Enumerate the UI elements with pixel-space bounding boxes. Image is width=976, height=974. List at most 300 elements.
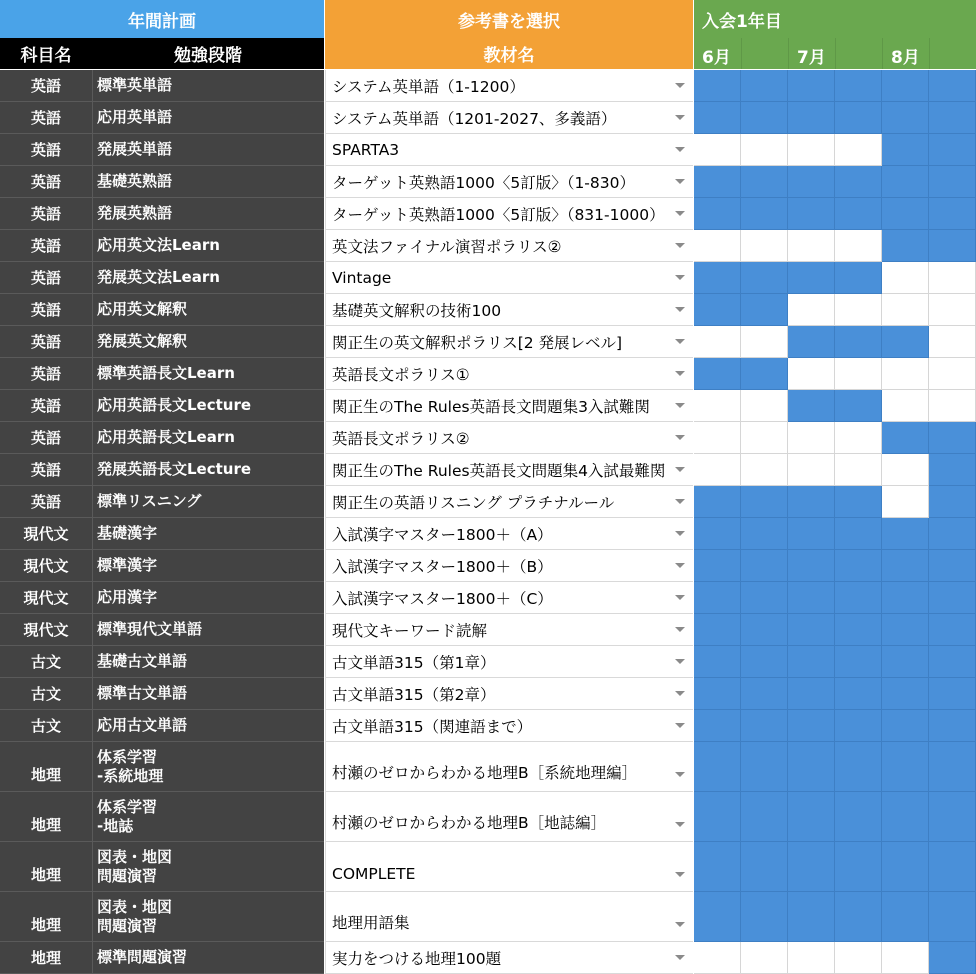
schedule-cell[interactable] bbox=[741, 422, 788, 454]
schedule-cell[interactable] bbox=[882, 294, 929, 326]
stage-cell: 標準英単語 bbox=[92, 70, 324, 102]
schedule-cell[interactable] bbox=[741, 198, 788, 230]
book-select-value: 古文単語315（第1章） bbox=[332, 653, 496, 672]
book-select-value: 関正生の英語リスニング プラチナルール bbox=[332, 493, 615, 512]
schedule-cell[interactable] bbox=[788, 134, 835, 166]
dropdown-caret-icon[interactable] bbox=[675, 179, 685, 184]
schedule-cell[interactable] bbox=[835, 166, 882, 198]
schedule-cell[interactable] bbox=[882, 742, 929, 792]
schedule-cell[interactable] bbox=[882, 550, 929, 582]
dropdown-caret-icon[interactable] bbox=[675, 211, 685, 216]
schedule-cell[interactable] bbox=[741, 892, 788, 942]
schedule-cell[interactable] bbox=[741, 230, 788, 262]
book-select[interactable] bbox=[325, 102, 693, 134]
schedule-cell[interactable] bbox=[835, 230, 882, 262]
schedule-cell[interactable] bbox=[882, 942, 929, 974]
schedule-cell[interactable] bbox=[882, 166, 929, 198]
schedule-cell[interactable] bbox=[882, 198, 929, 230]
dropdown-caret-icon[interactable] bbox=[675, 723, 685, 728]
schedule-cell[interactable] bbox=[694, 614, 741, 646]
subject-cell: 古文 bbox=[0, 646, 92, 678]
book-select[interactable] bbox=[325, 582, 693, 614]
schedule-cell[interactable] bbox=[835, 198, 882, 230]
dropdown-caret-icon[interactable] bbox=[675, 955, 685, 960]
book-select-value: 関正生のThe Rules英語長文問題集3入試難関 bbox=[332, 397, 650, 416]
book-select-value: 地理用語集 bbox=[332, 914, 410, 932]
schedule-cell[interactable] bbox=[788, 454, 835, 486]
schedule-cell[interactable] bbox=[835, 614, 882, 646]
schedule-cell[interactable] bbox=[882, 230, 929, 262]
schedule-cell[interactable] bbox=[741, 842, 788, 892]
book-column-header: 教材名 bbox=[325, 38, 693, 69]
schedule-cell[interactable] bbox=[929, 198, 976, 230]
book-select-value: システム英単語（1201-2027、多義語） bbox=[332, 109, 617, 128]
schedule-cell[interactable] bbox=[694, 942, 741, 974]
schedule-cell[interactable] bbox=[741, 646, 788, 678]
schedule-cell[interactable] bbox=[741, 70, 788, 102]
schedule-cell[interactable] bbox=[929, 454, 976, 486]
dropdown-caret-icon[interactable] bbox=[675, 822, 685, 827]
schedule-cell[interactable] bbox=[882, 326, 929, 358]
dropdown-caret-icon[interactable] bbox=[675, 467, 685, 472]
month-june: 6月 bbox=[702, 48, 731, 68]
book-select-value: 入試漢字マスター1800＋（B） bbox=[332, 557, 553, 576]
schedule-cell[interactable] bbox=[788, 842, 835, 892]
schedule-cell[interactable] bbox=[929, 134, 976, 166]
dropdown-caret-icon[interactable] bbox=[675, 499, 685, 504]
book-select-value: 英文法ファイナル演習ポラリス② bbox=[332, 237, 562, 256]
dropdown-caret-icon[interactable] bbox=[675, 563, 685, 568]
schedule-cell[interactable] bbox=[694, 262, 741, 294]
schedule-cell[interactable] bbox=[929, 326, 976, 358]
schedule-cell[interactable] bbox=[929, 614, 976, 646]
book-select[interactable] bbox=[325, 792, 693, 842]
book-select-value: 実力をつける地理100題 bbox=[332, 949, 502, 968]
schedule-cell[interactable] bbox=[788, 70, 835, 102]
schedule-cell[interactable] bbox=[882, 710, 929, 742]
dropdown-caret-icon[interactable] bbox=[675, 659, 685, 664]
book-select-value: システム英単語（1-1200） bbox=[332, 77, 525, 96]
book-select-value: COMPLETE bbox=[332, 865, 416, 883]
schedule-cell[interactable] bbox=[929, 390, 976, 422]
stage-cell: 応用英語長文Learn bbox=[92, 422, 324, 454]
book-select[interactable] bbox=[325, 134, 693, 166]
schedule-cell[interactable] bbox=[835, 582, 882, 614]
book-select-value: 関正生のThe Rules英語長文問題集4入試最難関 bbox=[332, 461, 666, 480]
book-select-value: 英語長文ポラリス① bbox=[332, 365, 470, 384]
book-select-value: SPARTA3 bbox=[332, 140, 400, 159]
schedule-cell[interactable] bbox=[929, 294, 976, 326]
subject-cell: 現代文 bbox=[0, 518, 92, 550]
subject-cell: 地理 bbox=[0, 892, 92, 942]
schedule-cell[interactable] bbox=[835, 842, 882, 892]
schedule-cell[interactable] bbox=[694, 390, 741, 422]
subject-cell: 英語 bbox=[0, 70, 92, 102]
schedule-cell[interactable] bbox=[694, 486, 741, 518]
book-select-value: 入試漢字マスター1800＋（C） bbox=[332, 589, 553, 608]
schedule-cell[interactable] bbox=[694, 646, 741, 678]
schedule-cell[interactable] bbox=[741, 166, 788, 198]
schedule-cell[interactable] bbox=[694, 358, 741, 390]
schedule-cell[interactable] bbox=[929, 710, 976, 742]
stage-cell: 基礎古文単語 bbox=[92, 646, 324, 678]
schedule-cell[interactable] bbox=[741, 326, 788, 358]
schedule-cell[interactable] bbox=[929, 422, 976, 454]
schedule-cell[interactable] bbox=[929, 486, 976, 518]
schedule-cell[interactable] bbox=[882, 486, 929, 518]
stage-cell: 応用英語長文Lecture bbox=[92, 390, 324, 422]
subject-cell: 英語 bbox=[0, 134, 92, 166]
schedule-cell[interactable] bbox=[788, 646, 835, 678]
subject-cell: 英語 bbox=[0, 326, 92, 358]
stage-cell: 標準問題演習 bbox=[92, 942, 324, 974]
schedule-cell[interactable] bbox=[882, 646, 929, 678]
book-select-value: 村瀬のゼロからわかる地理B［地誌編］ bbox=[332, 814, 607, 832]
schedule-cell[interactable] bbox=[741, 262, 788, 294]
book-select[interactable] bbox=[325, 550, 693, 582]
schedule-cell[interactable] bbox=[741, 358, 788, 390]
schedule-cell[interactable] bbox=[835, 646, 882, 678]
dropdown-caret-icon[interactable] bbox=[675, 595, 685, 600]
schedule-cell[interactable] bbox=[694, 582, 741, 614]
schedule-cell[interactable] bbox=[788, 294, 835, 326]
stage-cell: 図表・地図 問題演習 bbox=[92, 842, 324, 892]
dropdown-caret-icon[interactable] bbox=[675, 772, 685, 777]
book-select[interactable] bbox=[325, 614, 693, 646]
schedule-cell[interactable] bbox=[882, 792, 929, 842]
subject-cell: 英語 bbox=[0, 486, 92, 518]
book-select-value: 現代文キーワード読解 bbox=[332, 621, 488, 640]
schedule-cell[interactable] bbox=[882, 678, 929, 710]
schedule-cell[interactable] bbox=[929, 842, 976, 892]
book-select[interactable] bbox=[325, 742, 693, 792]
schedule-cell[interactable] bbox=[788, 550, 835, 582]
schedule-cell[interactable] bbox=[694, 198, 741, 230]
schedule-cell[interactable] bbox=[882, 70, 929, 102]
book-select[interactable] bbox=[325, 326, 693, 358]
schedule-cell[interactable] bbox=[835, 390, 882, 422]
subject-cell: 英語 bbox=[0, 294, 92, 326]
schedule-cell[interactable] bbox=[694, 422, 741, 454]
schedule-cell[interactable] bbox=[882, 842, 929, 892]
book-select[interactable] bbox=[325, 486, 693, 518]
stage-cell: 基礎漢字 bbox=[92, 518, 324, 550]
schedule-cell[interactable] bbox=[788, 892, 835, 942]
dropdown-caret-icon[interactable] bbox=[675, 531, 685, 536]
schedule-cell[interactable] bbox=[835, 358, 882, 390]
stage-cell: 発展英熟語 bbox=[92, 198, 324, 230]
year-header: 入会1年目 bbox=[694, 0, 976, 38]
book-select-value: 基礎英文解釈の技術100 bbox=[332, 301, 502, 320]
schedule-cell[interactable] bbox=[882, 454, 929, 486]
schedule-cell[interactable] bbox=[835, 262, 882, 294]
schedule-cell[interactable] bbox=[694, 518, 741, 550]
schedule-cell[interactable] bbox=[741, 582, 788, 614]
schedule-cell[interactable] bbox=[835, 892, 882, 942]
subject-column-header: 科目名 bbox=[0, 38, 92, 69]
schedule-cell[interactable] bbox=[788, 678, 835, 710]
schedule-cell[interactable] bbox=[929, 742, 976, 792]
schedule-cell[interactable] bbox=[929, 942, 976, 974]
schedule-cell[interactable] bbox=[835, 486, 882, 518]
subject-cell: 英語 bbox=[0, 102, 92, 134]
subject-cell: 現代文 bbox=[0, 550, 92, 582]
month-separator bbox=[788, 38, 789, 69]
schedule-cell[interactable] bbox=[741, 390, 788, 422]
schedule-cell[interactable] bbox=[929, 892, 976, 942]
book-select[interactable] bbox=[325, 422, 693, 454]
stage-cell: 標準漢字 bbox=[92, 550, 324, 582]
schedule-cell[interactable] bbox=[741, 710, 788, 742]
dropdown-caret-icon[interactable] bbox=[675, 922, 685, 927]
schedule-cell[interactable] bbox=[694, 742, 741, 792]
schedule-cell[interactable] bbox=[929, 518, 976, 550]
dropdown-caret-icon[interactable] bbox=[675, 83, 685, 88]
schedule-cell[interactable] bbox=[788, 102, 835, 134]
schedule-cell[interactable] bbox=[694, 326, 741, 358]
book-select[interactable] bbox=[325, 842, 693, 892]
month-separator bbox=[741, 38, 742, 69]
dropdown-caret-icon[interactable] bbox=[675, 243, 685, 248]
book-select[interactable] bbox=[325, 646, 693, 678]
schedule-cell[interactable] bbox=[788, 710, 835, 742]
schedule-cell[interactable] bbox=[882, 134, 929, 166]
dropdown-caret-icon[interactable] bbox=[675, 627, 685, 632]
schedule-cell[interactable] bbox=[694, 792, 741, 842]
schedule-cell[interactable] bbox=[929, 550, 976, 582]
schedule-cell[interactable] bbox=[882, 422, 929, 454]
stage-column-header: 勉強段階 bbox=[92, 38, 324, 69]
book-select-value: 関正生の英文解釈ポラリス[2 発展レベル] bbox=[332, 333, 623, 352]
schedule-cell[interactable] bbox=[882, 614, 929, 646]
select-book-header: 参考書を選択 bbox=[325, 0, 693, 38]
schedule-cell[interactable] bbox=[741, 102, 788, 134]
stage-cell: 標準英語長文Learn bbox=[92, 358, 324, 390]
stage-cell: 応用英文法Learn bbox=[92, 230, 324, 262]
book-select-value: 村瀬のゼロからわかる地理B［系統地理編］ bbox=[332, 764, 638, 782]
schedule-cell[interactable] bbox=[882, 582, 929, 614]
schedule-cell[interactable] bbox=[929, 70, 976, 102]
schedule-cell[interactable] bbox=[835, 422, 882, 454]
stage-cell: 発展英文解釈 bbox=[92, 326, 324, 358]
schedule-cell[interactable] bbox=[741, 518, 788, 550]
schedule-cell[interactable] bbox=[694, 710, 741, 742]
dropdown-caret-icon[interactable] bbox=[675, 115, 685, 120]
schedule-cell[interactable] bbox=[788, 358, 835, 390]
dropdown-caret-icon[interactable] bbox=[675, 307, 685, 312]
stage-cell: 応用古文単語 bbox=[92, 710, 324, 742]
schedule-cell[interactable] bbox=[788, 166, 835, 198]
schedule-cell[interactable] bbox=[788, 518, 835, 550]
month-separator bbox=[882, 38, 883, 69]
book-select[interactable] bbox=[325, 678, 693, 710]
stage-cell: 体系学習 -地誌 bbox=[92, 792, 324, 842]
schedule-cell[interactable] bbox=[929, 678, 976, 710]
schedule-cell[interactable] bbox=[741, 792, 788, 842]
schedule-cell[interactable] bbox=[694, 294, 741, 326]
schedule-cell[interactable] bbox=[788, 582, 835, 614]
stage-cell: 応用漢字 bbox=[92, 582, 324, 614]
book-select[interactable] bbox=[325, 518, 693, 550]
schedule-cell[interactable] bbox=[788, 422, 835, 454]
stage-cell: 体系学習 -系統地理 bbox=[92, 742, 324, 792]
schedule-cell[interactable] bbox=[694, 102, 741, 134]
book-select-value: 英語長文ポラリス② bbox=[332, 429, 470, 448]
schedule-cell[interactable] bbox=[835, 326, 882, 358]
schedule-cell[interactable] bbox=[694, 166, 741, 198]
subject-cell: 英語 bbox=[0, 262, 92, 294]
schedule-cell[interactable] bbox=[788, 942, 835, 974]
dropdown-caret-icon[interactable] bbox=[675, 275, 685, 280]
dropdown-caret-icon[interactable] bbox=[675, 691, 685, 696]
stage-cell: 図表・地図 問題演習 bbox=[92, 892, 324, 942]
book-select-value: ターゲット英熟語1000〈5訂版〉（831-1000） bbox=[332, 205, 665, 224]
schedule-cell[interactable] bbox=[835, 134, 882, 166]
dropdown-caret-icon[interactable] bbox=[675, 403, 685, 408]
schedule-cell[interactable] bbox=[741, 294, 788, 326]
schedule-cell[interactable] bbox=[882, 892, 929, 942]
book-select[interactable] bbox=[325, 390, 693, 422]
schedule-cell[interactable] bbox=[741, 942, 788, 974]
subject-cell: 英語 bbox=[0, 358, 92, 390]
schedule-cell[interactable] bbox=[788, 390, 835, 422]
dropdown-caret-icon[interactable] bbox=[675, 872, 685, 877]
schedule-cell[interactable] bbox=[694, 70, 741, 102]
book-select[interactable] bbox=[325, 294, 693, 326]
schedule-cell[interactable] bbox=[882, 262, 929, 294]
schedule-cell[interactable] bbox=[788, 326, 835, 358]
dropdown-caret-icon[interactable] bbox=[675, 435, 685, 440]
schedule-cell[interactable] bbox=[788, 742, 835, 792]
stage-cell: 標準現代文単語 bbox=[92, 614, 324, 646]
dropdown-caret-icon[interactable] bbox=[675, 339, 685, 344]
schedule-cell[interactable] bbox=[835, 710, 882, 742]
schedule-cell[interactable] bbox=[741, 134, 788, 166]
schedule-cell[interactable] bbox=[835, 550, 882, 582]
book-select-value: Vintage bbox=[332, 268, 392, 287]
schedule-cell[interactable] bbox=[741, 742, 788, 792]
subject-cell: 地理 bbox=[0, 792, 92, 842]
book-select[interactable] bbox=[325, 198, 693, 230]
book-select[interactable] bbox=[325, 358, 693, 390]
subject-cell: 英語 bbox=[0, 422, 92, 454]
subject-cell: 英語 bbox=[0, 230, 92, 262]
schedule-cell[interactable] bbox=[788, 262, 835, 294]
month-august: 8月 bbox=[891, 48, 920, 68]
subject-cell: 現代文 bbox=[0, 614, 92, 646]
schedule-cell[interactable] bbox=[929, 262, 976, 294]
schedule-cell[interactable] bbox=[788, 614, 835, 646]
schedule-cell[interactable] bbox=[835, 102, 882, 134]
schedule-cell[interactable] bbox=[835, 742, 882, 792]
stage-cell: 発展英語長文Lecture bbox=[92, 454, 324, 486]
schedule-cell[interactable] bbox=[835, 678, 882, 710]
schedule-cell[interactable] bbox=[694, 230, 741, 262]
schedule-cell[interactable] bbox=[882, 518, 929, 550]
stage-cell: 標準リスニング bbox=[92, 486, 324, 518]
book-select[interactable] bbox=[325, 710, 693, 742]
schedule-cell[interactable] bbox=[741, 486, 788, 518]
subject-cell: 英語 bbox=[0, 390, 92, 422]
subject-cell: 現代文 bbox=[0, 582, 92, 614]
subject-cell: 地理 bbox=[0, 842, 92, 892]
dropdown-caret-icon[interactable] bbox=[675, 147, 685, 152]
book-select[interactable] bbox=[325, 262, 693, 294]
book-select[interactable] bbox=[325, 230, 693, 262]
stage-cell: 発展英文法Learn bbox=[92, 262, 324, 294]
book-select[interactable] bbox=[325, 70, 693, 102]
book-select-value: 古文単語315（関連語まで） bbox=[332, 717, 533, 736]
schedule-cell[interactable] bbox=[741, 454, 788, 486]
schedule-cell[interactable] bbox=[788, 792, 835, 842]
book-select[interactable] bbox=[325, 454, 693, 486]
stage-cell: 発展英単語 bbox=[92, 134, 324, 166]
schedule-cell[interactable] bbox=[882, 102, 929, 134]
subject-cell: 英語 bbox=[0, 454, 92, 486]
subject-cell: 古文 bbox=[0, 678, 92, 710]
schedule-cell[interactable] bbox=[929, 646, 976, 678]
schedule-cell[interactable] bbox=[882, 390, 929, 422]
schedule-cell[interactable] bbox=[694, 550, 741, 582]
month-separator bbox=[835, 38, 836, 69]
schedule-cell[interactable] bbox=[694, 842, 741, 892]
schedule-cell[interactable] bbox=[835, 942, 882, 974]
schedule-cell[interactable] bbox=[882, 358, 929, 390]
schedule-cell[interactable] bbox=[694, 134, 741, 166]
schedule-cell[interactable] bbox=[929, 166, 976, 198]
schedule-cell[interactable] bbox=[788, 198, 835, 230]
schedule-cell[interactable] bbox=[929, 102, 976, 134]
schedule-cell[interactable] bbox=[929, 358, 976, 390]
schedule-cell[interactable] bbox=[929, 792, 976, 842]
schedule-cell[interactable] bbox=[835, 70, 882, 102]
schedule-cell[interactable] bbox=[929, 582, 976, 614]
stage-cell: 標準古文単語 bbox=[92, 678, 324, 710]
book-select-value: 入試漢字マスター1800＋（A） bbox=[332, 525, 553, 544]
stage-cell: 基礎英熟語 bbox=[92, 166, 324, 198]
dropdown-caret-icon[interactable] bbox=[675, 371, 685, 376]
book-select[interactable] bbox=[325, 942, 693, 974]
schedule-cell[interactable] bbox=[741, 678, 788, 710]
schedule-cell[interactable] bbox=[835, 294, 882, 326]
schedule-cell[interactable] bbox=[788, 230, 835, 262]
plan-header: 年間計画 bbox=[0, 0, 324, 38]
month-separator bbox=[929, 38, 930, 69]
book-select-value: 古文単語315（第2章） bbox=[332, 685, 496, 704]
subject-cell: 古文 bbox=[0, 710, 92, 742]
subject-cell: 英語 bbox=[0, 166, 92, 198]
schedule-cell[interactable] bbox=[741, 614, 788, 646]
stage-cell: 応用英単語 bbox=[92, 102, 324, 134]
schedule-cell[interactable] bbox=[741, 550, 788, 582]
book-select-value: ターゲット英熟語1000〈5訂版〉（1-830） bbox=[332, 173, 635, 192]
schedule-cell[interactable] bbox=[694, 678, 741, 710]
schedule-cell[interactable] bbox=[694, 454, 741, 486]
subject-cell: 地理 bbox=[0, 942, 92, 974]
month-july: 7月 bbox=[797, 48, 826, 68]
book-select[interactable] bbox=[325, 892, 693, 942]
book-select[interactable] bbox=[325, 166, 693, 198]
schedule-cell[interactable] bbox=[835, 518, 882, 550]
stage-cell: 応用英文解釈 bbox=[92, 294, 324, 326]
schedule-cell[interactable] bbox=[788, 486, 835, 518]
schedule-cell[interactable] bbox=[835, 792, 882, 842]
subject-cell: 英語 bbox=[0, 198, 92, 230]
schedule-cell[interactable] bbox=[694, 892, 741, 942]
schedule-cell[interactable] bbox=[929, 230, 976, 262]
subject-cell: 地理 bbox=[0, 742, 92, 792]
schedule-cell[interactable] bbox=[835, 454, 882, 486]
